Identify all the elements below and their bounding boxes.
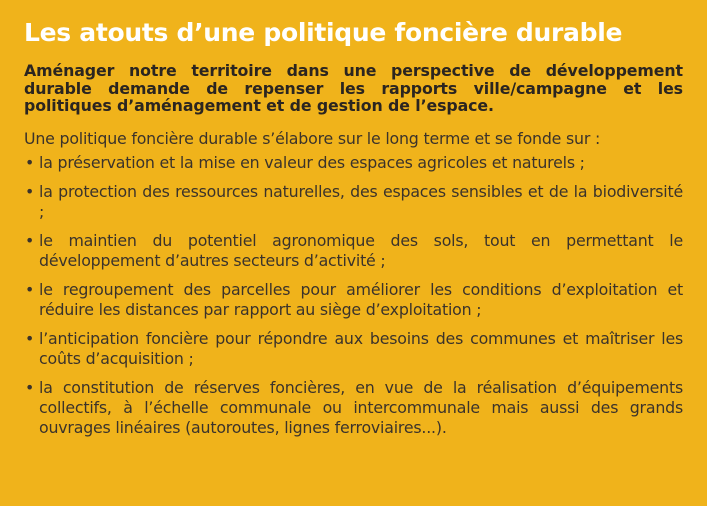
bullet-list <box>24 153 683 438</box>
list-item-text: la protection des ressources naturelles, des espaces sensibles et de la biodiversité ; <box>39 181 683 221</box>
bullet-icon: • <box>25 230 35 250</box>
list-item-text: le regroupement des parcelles pour améliorer les conditions d’exploitation et réduire les distances par rapport au siège d’exploitation ; <box>39 279 683 319</box>
intro-paragraph: Une politique foncière durable s’élabore sur le long terme et se fonde sur : <box>24 128 601 148</box>
list-item <box>24 182 683 222</box>
bullet-icon: • <box>25 152 35 172</box>
list-item <box>24 280 683 320</box>
bullet-icon: • <box>25 279 35 299</box>
lead-paragraph: Aménager notre territoire dans une perspective de développement durable demande de repenser les rapports ville/campagne et les politiques d’aménagement et de gestion de l’espace. <box>24 61 683 115</box>
list-item <box>24 378 683 438</box>
list-item <box>24 231 683 271</box>
bullet-icon: • <box>25 377 35 397</box>
list-item <box>24 329 683 369</box>
list-item-text: l’anticipation foncière pour répondre aux besoins des communes et maîtriser les coûts d’acquisition ; <box>39 328 683 368</box>
bullet-icon: • <box>25 181 35 201</box>
list-item-text: le maintien du potentiel agronomique des sols, tout en permettant le développement d’autres secteurs d’activité ; <box>39 230 683 270</box>
list-item-text: la préservation et la mise en valeur des espaces agricoles et naturels ; <box>39 152 585 172</box>
bullet-icon: • <box>25 328 35 348</box>
panel-title: Les atouts d’une politique foncière durable <box>24 18 623 47</box>
list-item-text: la constitution de réserves foncières, en vue de la réalisation d’équipements collectifs, à l’échelle communale ou intercommunale mais aussi des grands ouvrages linéaires (autoroutes, lignes ferroviaires...). <box>39 377 683 437</box>
list-item <box>24 153 683 173</box>
